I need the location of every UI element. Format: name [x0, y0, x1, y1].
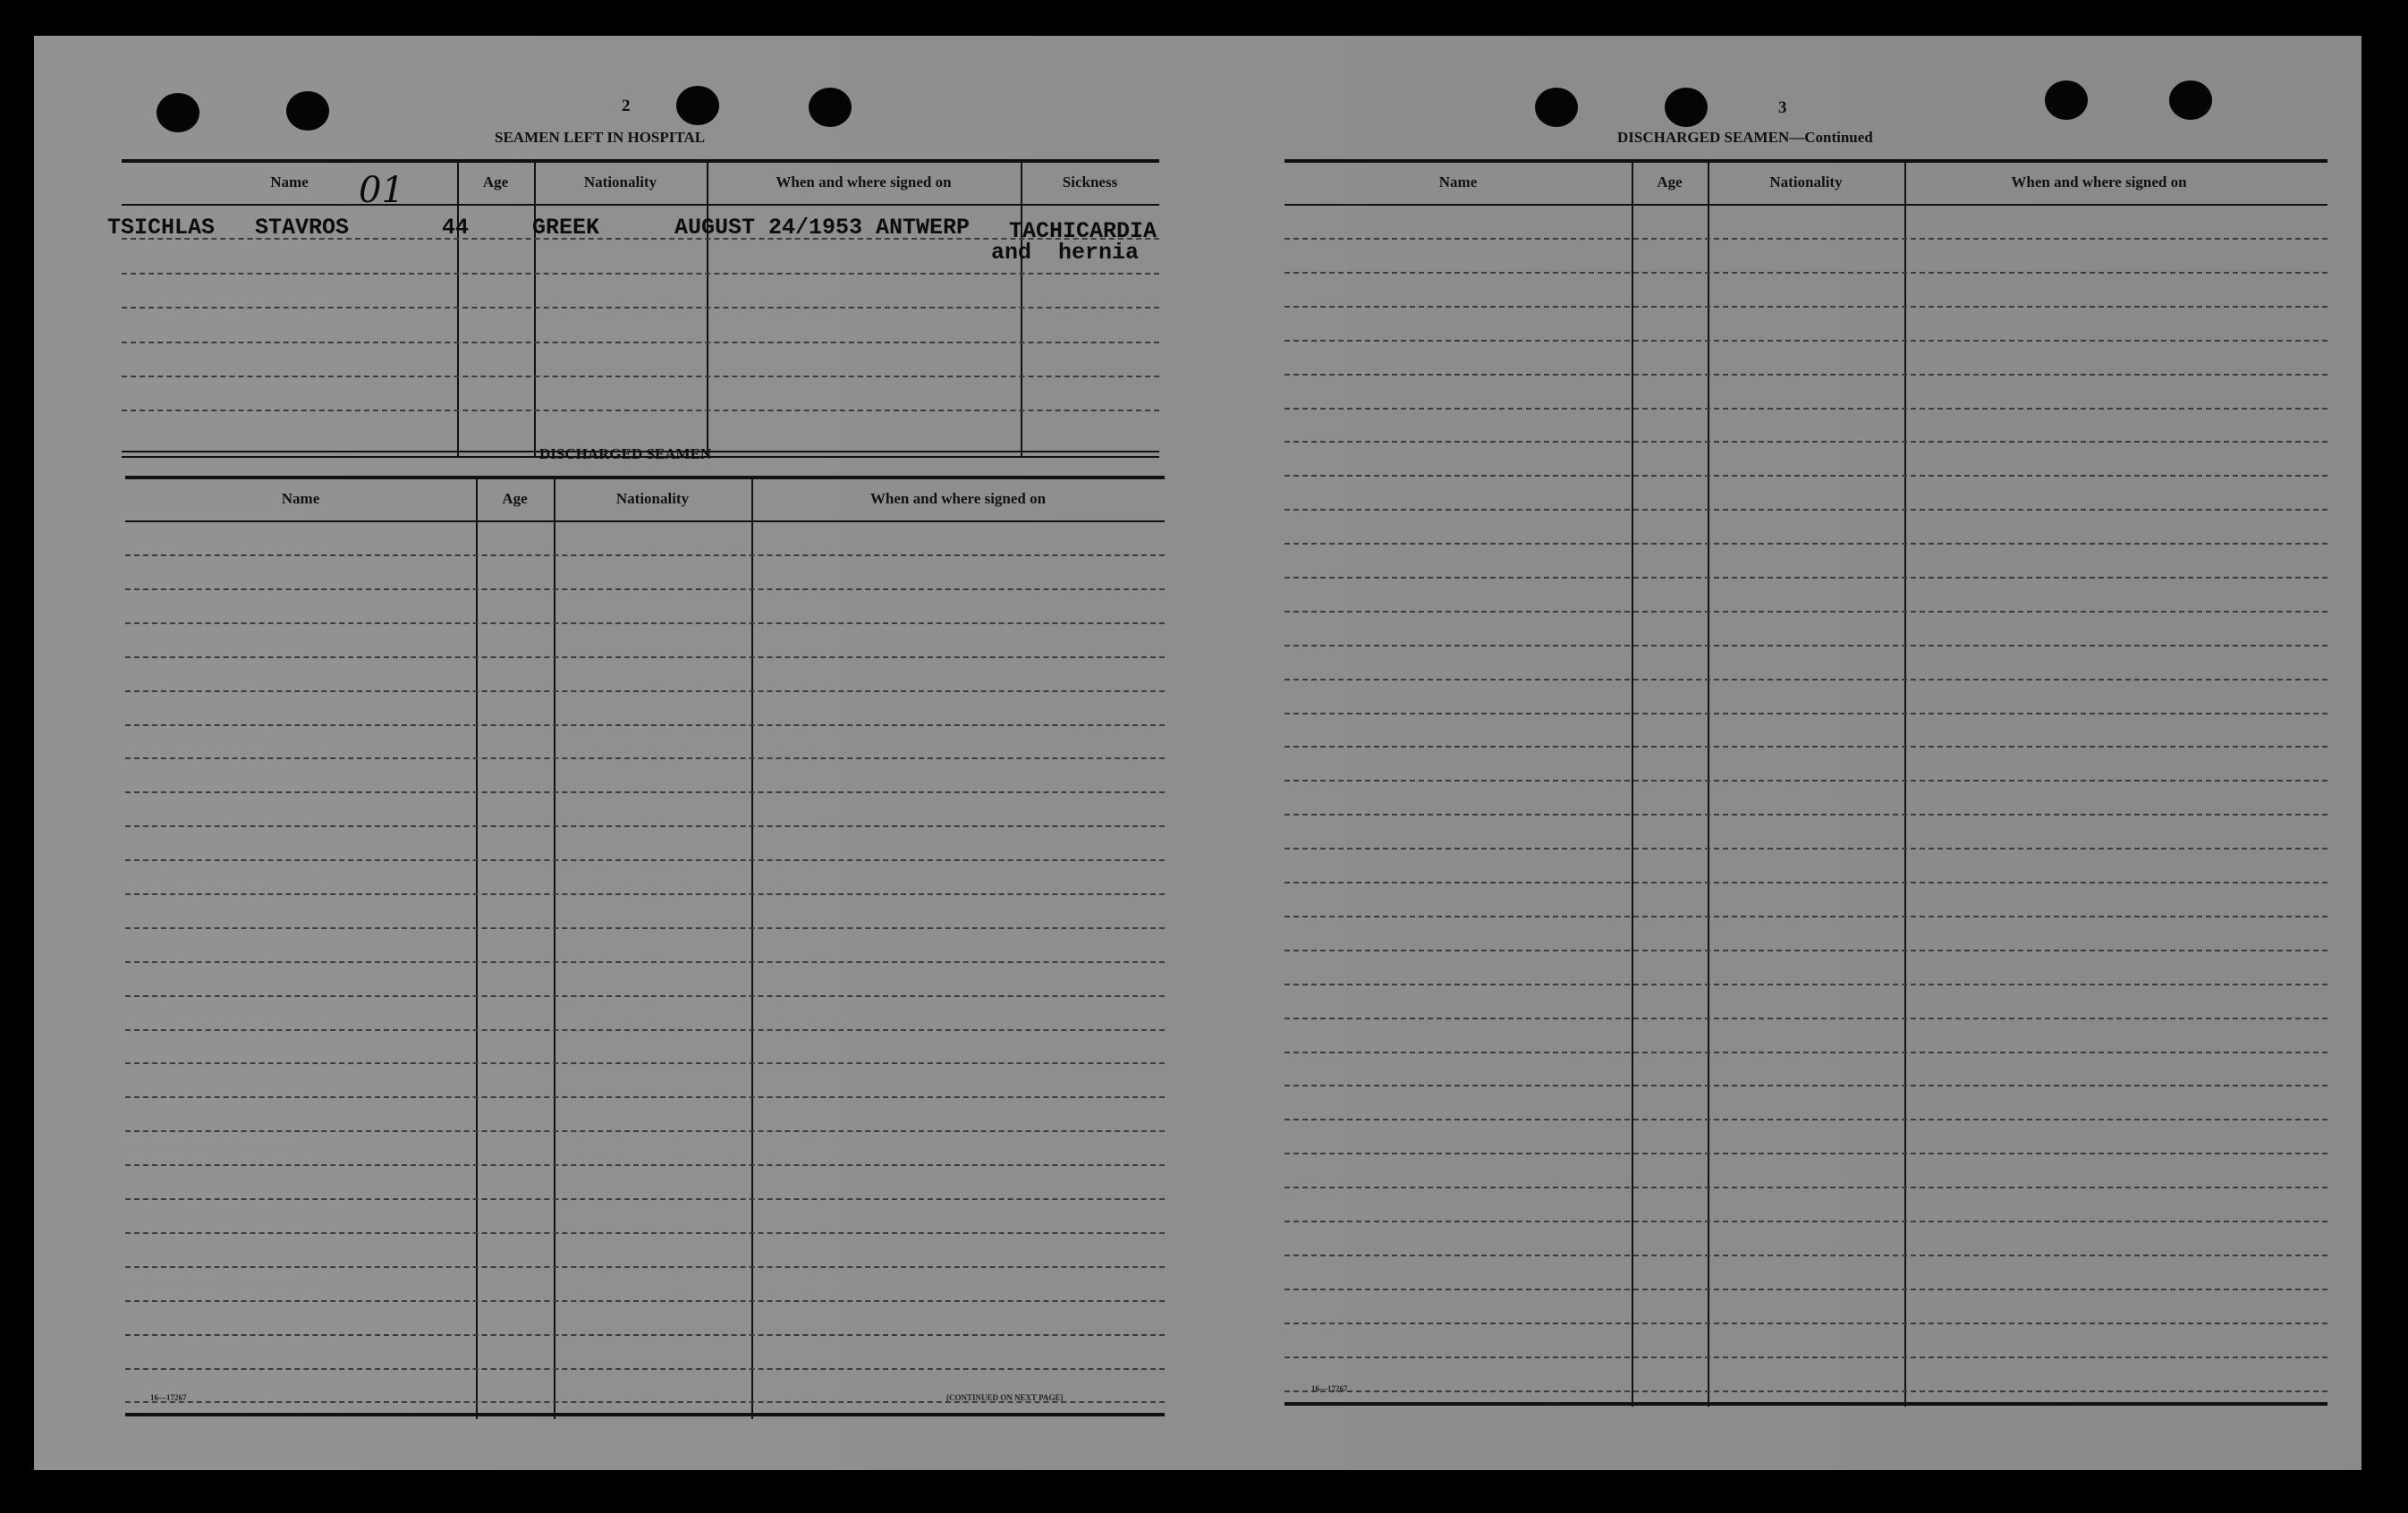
page-number: 3	[1778, 98, 1787, 117]
ruled-line	[125, 893, 1165, 895]
paper-sheet	[34, 36, 2361, 1470]
discharged-table	[125, 476, 1165, 1419]
ruled-line	[125, 791, 1165, 793]
ruled-line	[125, 1266, 1165, 1268]
section-title: DISCHARGED SEAMEN—Continued	[1617, 129, 1873, 146]
ruled-line	[1285, 882, 2327, 883]
ruled-line	[125, 724, 1165, 726]
ruled-line	[125, 995, 1165, 997]
punch-hole	[286, 91, 329, 131]
header-rule	[1285, 204, 2327, 206]
section-title: DISCHARGED SEAMEN	[539, 445, 712, 462]
ruled-line	[125, 622, 1165, 624]
ruled-line	[1285, 1052, 2327, 1053]
punch-hole	[676, 86, 719, 125]
seaman-age: 44	[442, 215, 470, 241]
column-header-signed-on: When and where signed on	[2011, 173, 2187, 190]
ruled-line	[1285, 984, 2327, 985]
table-top-rule	[122, 159, 1159, 163]
ruled-line	[1285, 1289, 2327, 1290]
column-header-nationality: Nationality	[583, 173, 657, 190]
ruled-line	[1285, 713, 2327, 714]
ruled-line	[1285, 679, 2327, 680]
ruled-line	[1285, 1323, 2327, 1324]
ruled-line	[1285, 543, 2327, 545]
seaman-name: TSICHLAS STAVROS	[107, 215, 350, 241]
ruled-line	[125, 1130, 1165, 1132]
ruled-line	[125, 1198, 1165, 1200]
ruled-line	[125, 554, 1165, 556]
ruled-line	[125, 859, 1165, 861]
ruled-line	[1285, 1221, 2327, 1222]
column-header-name: Name	[270, 173, 309, 190]
form-number: 16—17267	[1311, 1384, 1348, 1393]
ruled-line	[1285, 374, 2327, 376]
ruled-line	[1285, 306, 2327, 308]
ruled-line	[125, 588, 1165, 590]
hospital-table	[122, 159, 1159, 460]
ruled-line	[1285, 238, 2327, 240]
punch-hole	[2045, 80, 2088, 120]
ruled-line	[125, 927, 1165, 929]
ruled-line	[1285, 441, 2327, 443]
ruled-line	[1285, 645, 2327, 647]
ruled-line	[1285, 475, 2327, 477]
punch-hole	[809, 88, 852, 127]
column-header-name: Name	[281, 490, 320, 507]
ruled-line	[1285, 780, 2327, 782]
ruled-line	[1285, 1085, 2327, 1086]
section-title: SEAMEN LEFT IN HOSPITAL	[495, 129, 706, 146]
page-number: 2	[622, 97, 631, 115]
ruled-line	[1285, 611, 2327, 613]
table-bottom-rule	[1285, 1402, 2327, 1406]
punch-hole	[157, 93, 199, 132]
ruled-line	[1285, 1153, 2327, 1154]
ruled-line	[1285, 950, 2327, 951]
ruled-line	[125, 1029, 1165, 1031]
ruled-line	[1285, 916, 2327, 917]
punch-hole	[2169, 80, 2212, 120]
ruled-line	[1285, 814, 2327, 816]
ruled-line	[1285, 408, 2327, 410]
ruled-line	[1285, 848, 2327, 849]
ruled-line	[125, 757, 1165, 759]
ruled-line	[122, 273, 1159, 275]
ruled-line	[122, 376, 1159, 377]
column-divider	[554, 476, 555, 1419]
seaman-sickness: TACHICARDIA	[1009, 218, 1157, 244]
ruled-line	[125, 1300, 1165, 1302]
ruled-line	[125, 825, 1165, 827]
form-number: 16—17267	[150, 1393, 187, 1402]
ruled-line	[125, 961, 1165, 963]
column-divider	[751, 476, 753, 1419]
ruled-line	[125, 1368, 1165, 1370]
ruled-line	[125, 1232, 1165, 1234]
ruled-line	[122, 307, 1159, 309]
column-header-signed-on: When and where signed on	[776, 173, 952, 190]
ruled-line	[1285, 746, 2327, 748]
seaman-signed-on: AUGUST 24/1953 ANTWERP	[674, 215, 971, 241]
column-header-signed-on: When and where signed on	[869, 490, 1047, 507]
ruled-line	[1285, 1255, 2327, 1256]
table-bottom-rule	[125, 1413, 1165, 1416]
ruled-line	[122, 342, 1159, 343]
header-rule	[122, 204, 1159, 206]
ruled-line	[1285, 340, 2327, 342]
seaman-nationality: GREEK	[532, 215, 600, 241]
handwritten-mark: 01	[359, 170, 404, 211]
ruled-line	[1285, 1357, 2327, 1358]
ruled-line	[1285, 1018, 2327, 1019]
ruled-line	[1285, 272, 2327, 274]
column-divider	[476, 476, 478, 1419]
ruled-line	[125, 656, 1165, 658]
column-divider	[1904, 159, 1906, 1407]
punch-hole	[1535, 88, 1578, 127]
ruled-line	[1285, 1390, 2327, 1392]
column-header-nationality: Nationality	[615, 490, 690, 507]
seaman-sickness-detail: and hernia	[991, 240, 1140, 266]
discharged-table-continued	[1285, 159, 2327, 1411]
header-rule	[125, 520, 1165, 522]
ruled-line	[1285, 509, 2327, 511]
ruled-line	[122, 410, 1159, 411]
column-header-nationality: Nationality	[1769, 173, 1843, 190]
punch-hole	[1665, 88, 1708, 127]
column-divider	[1708, 159, 1709, 1407]
column-header-age: Age	[1657, 173, 1683, 190]
column-header-name: Name	[1438, 173, 1478, 190]
ruled-line	[1285, 1119, 2327, 1120]
ruled-line	[125, 690, 1165, 692]
ruled-line	[125, 1062, 1165, 1064]
continued-note: [CONTINUED ON NEXT PAGE]	[946, 1393, 1064, 1402]
column-header-age: Age	[502, 490, 528, 507]
table-top-rule	[1285, 159, 2327, 163]
ruled-line	[125, 1164, 1165, 1166]
ruled-line	[1285, 1187, 2327, 1188]
column-header-age: Age	[482, 173, 509, 190]
ruled-line	[125, 1334, 1165, 1336]
ruled-line	[1285, 577, 2327, 579]
table-top-rule	[125, 476, 1165, 479]
ruled-line	[125, 1096, 1165, 1098]
column-header-sickness: Sickness	[1062, 173, 1118, 190]
column-divider	[1632, 159, 1633, 1407]
